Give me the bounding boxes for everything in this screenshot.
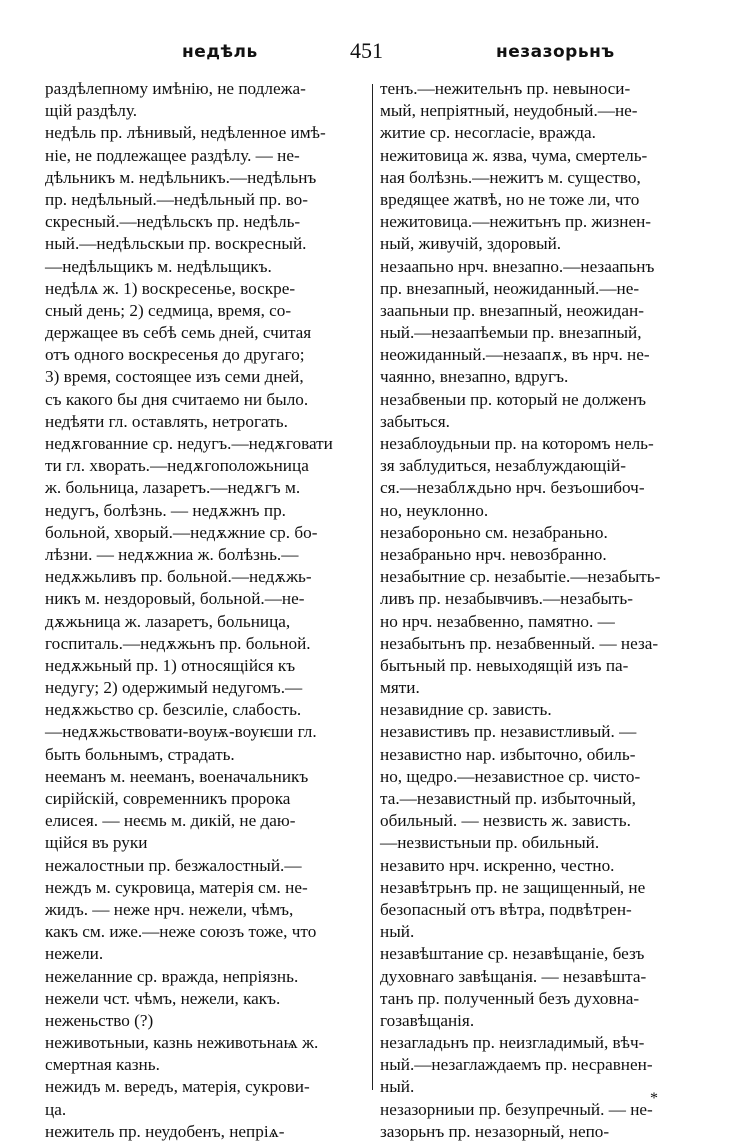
text-line: нежели.	[45, 944, 104, 964]
text-line: ца.	[45, 1099, 67, 1119]
text-line: недѫгованние ср. недугъ.—недѫговати	[45, 434, 333, 453]
text-line: дѣльникъ м. недѣльникъ.—недѣльнъ	[45, 167, 317, 187]
text-line: больной, хворый.—недѫжние ср. бо-	[45, 522, 318, 542]
text-line: недѫжьство ср. безсиліе, слабость.	[45, 700, 302, 720]
text-line: ж. больница, лазаретъ.—недѫгъ м.	[45, 478, 301, 498]
text-line: госпиталь.—недѫжьнъ пр. больной.	[45, 633, 311, 653]
text-line: 3) время, состоящее изъ семи дней,	[45, 367, 304, 387]
footer-mark: *	[650, 1090, 658, 1107]
text-line: дѫжьница ж. лазаретъ, больница,	[45, 611, 291, 631]
text-line: та.—независтный пр. избыточный,	[380, 789, 636, 808]
text-line: незаапьно нрч. внезапно.—незаапьнъ	[380, 256, 655, 276]
text-line: пр. внезапный, неожиданный.—не-	[380, 278, 640, 298]
right-column	[380, 78, 710, 1143]
text-line: ливъ пр. незабывчивъ.—незабыть-	[380, 589, 633, 609]
text-line: нежели чст. чѣмъ, нежели, какъ.	[45, 988, 281, 1008]
text-line: смертная казнь.	[45, 1055, 160, 1075]
text-line: —недѣльщикъ м. недѣльщикъ.	[45, 256, 272, 276]
text-line: заапьныи пр. внезапный, неожидан-	[380, 300, 644, 320]
text-line: ный.	[380, 1077, 415, 1097]
text-line: незазорниыи пр. безупречный. — не-	[380, 1099, 653, 1119]
text-line: нежитель пр. неудобенъ, непріѧ-	[45, 1121, 285, 1141]
page-number: 451	[350, 38, 383, 63]
text-line: недѫжьный пр. 1) относящійся къ	[45, 655, 296, 675]
text-line: какъ см. иже.—неже союзъ тоже, что	[45, 922, 317, 942]
text-line: сирійскій, современникъ пророка	[45, 789, 291, 808]
text-line: независтивъ пр. независтливый. —	[380, 722, 637, 742]
text-line: неждъ м. сукровица, матерія см. не-	[45, 877, 308, 897]
text-line: неживотьныи, казнь неживотьнаѩ ж.	[45, 1033, 319, 1053]
text-line: духовнаго завѣщанія. — незавѣшта-	[380, 966, 647, 986]
text-line: неожиданный.—незаапѫ, въ нрч. не-	[380, 345, 650, 365]
left-column	[45, 78, 367, 1143]
text-line: никъ м. нездоровый, больной.—не-	[45, 589, 305, 609]
text-line: безопасный отъ вѣтра, подвѣтрен-	[380, 899, 632, 919]
text-line: ный, живучій, здоровый.	[380, 234, 562, 254]
text-line: зя заблудиться, незаблуждающій-	[380, 456, 626, 476]
text-line: забыться.	[380, 411, 450, 431]
text-line: но, щедро.—независтное ср. чисто-	[380, 766, 641, 786]
text-line: елисея. — неємь м. дикій, не даю-	[45, 811, 296, 831]
text-line: нежитовица ж. язва, чума, смертель-	[380, 145, 648, 165]
text-line: незавѣштание ср. незавѣщаніе, безъ	[380, 944, 645, 964]
text-line: незабраньно нрч. невозбранно.	[380, 544, 607, 564]
text-line: ти гл. хворать.—недѫгоположьница	[45, 456, 309, 476]
text-line: незабытние ср. незабытіе.—незабыть-	[380, 567, 661, 587]
text-line: нежитовица.—нежитьнъ пр. жизнен-	[380, 212, 652, 232]
text-line: житие ср. несогласіе, вражда.	[380, 123, 596, 143]
text-line: ный.—незаапѣемыи пр. внезапный,	[380, 323, 642, 343]
text-line: нееманъ м. нееманъ, военачальникъ	[45, 766, 309, 786]
text-line: скресный.—недѣльскъ пр. недѣль-	[45, 212, 301, 232]
text-line: независтно нар. избыточно, обиль-	[380, 744, 636, 764]
text-line: сный день; 2) седмица, время, со-	[45, 300, 292, 320]
text-line: тенъ.—нежительнъ пр. невыноси-	[380, 79, 631, 98]
text-line: раздѣлепному имѣнію, не подлежа-	[45, 79, 306, 98]
text-line: жидъ. — неже нрч. нежели, чѣмъ,	[45, 899, 294, 919]
text-line: нежеланние ср. вражда, непріязнь.	[45, 966, 299, 986]
page-header	[0, 38, 735, 68]
text-line: лѣзни. — недѫжниа ж. болѣзнь.—	[45, 544, 299, 564]
text-line: недѣяти гл. оставлять, нетрогать.	[45, 411, 288, 431]
text-line: незабытьнъ пр. незабвенный. — неза-	[380, 633, 659, 653]
text-line: мяти.	[380, 678, 420, 698]
text-line: незавидние ср. зависть.	[380, 700, 552, 720]
text-line: вредящее жатвѣ, но не тоже ли, что	[380, 189, 640, 209]
text-line: ный.—незаглаждаемъ пр. несравнен-	[380, 1055, 653, 1075]
text-line: ный.—недѣльскыи пр. воскресный.	[45, 234, 307, 254]
text-line: незавѣтрьнъ пр. не защищенный, не	[380, 877, 646, 897]
running-head-right: незазорьнъ	[496, 42, 615, 62]
text-line: незагладьнъ пр. неизгладимый, вѣч-	[380, 1033, 645, 1053]
text-line: нежидъ м. вередъ, матерія, сукрови-	[45, 1077, 310, 1097]
text-line: гозавѣщанія.	[380, 1010, 475, 1030]
text-line: пр. недѣльный.—недѣльный пр. во-	[45, 189, 308, 209]
text-line: незабороньно см. незабраньно.	[380, 522, 608, 542]
text-line: недугу; 2) одержимый недугомъ.—	[45, 678, 303, 698]
column-divider	[372, 84, 373, 1090]
text-line: недѣлѧ ж. 1) воскресенье, воскре-	[45, 278, 296, 298]
text-line: ный.	[380, 922, 415, 942]
text-line: недѫжьливъ пр. больной.—недѫжь-	[45, 567, 312, 587]
text-line: недугъ, болѣзнь. — недѫжнъ пр.	[45, 500, 286, 520]
text-line: —незвистьныи пр. обильный.	[380, 833, 600, 853]
text-line: незавито нрч. искренно, честно.	[380, 855, 615, 875]
text-line: мый, непріятный, неудобный.—не-	[380, 101, 638, 121]
text-line: танъ пр. полученный безъ духовна-	[380, 988, 640, 1008]
text-line: съ какого бы дня считаемо ни было.	[45, 389, 309, 409]
text-line: быть больнымъ, страдать.	[45, 744, 235, 764]
text-line: —недѫжьствовати-воуѭ-воуѥши гл.	[45, 722, 317, 742]
text-line: зазорьнъ пр. незазорный, непо-	[380, 1121, 610, 1141]
text-line: незаблоудьныи пр. на которомъ нель-	[380, 434, 654, 453]
text-line: обильный. — незвисть ж. зависть.	[380, 811, 631, 831]
text-line: недѣль пр. лѣнивый, недѣленное имѣ-	[45, 123, 326, 143]
text-line: щій раздѣлу.	[45, 101, 138, 121]
text-line: бытьный пр. невыходящій изъ па-	[380, 655, 629, 675]
text-line: неженьство (?)	[45, 1010, 154, 1030]
text-line: ная болѣзнь.—нежитъ м. существо,	[380, 167, 641, 187]
text-line: ніе, не подлежащее раздѣлу. — не-	[45, 145, 300, 165]
text-line: нежалостныи пр. безжалостный.—	[45, 855, 302, 875]
text-line: отъ одного воскресенья до другаго;	[45, 345, 305, 365]
text-line: но, неуклонно.	[380, 500, 489, 520]
text-line: держащее въ себѣ семь дней, считая	[45, 323, 312, 343]
text-line: ся.—незаблѫдьно нрч. безъошибоч-	[380, 478, 645, 498]
text-line: незабвеныи пр. который не долженъ	[380, 389, 647, 409]
running-head-left: недѣль	[182, 42, 258, 62]
text-line: чаянно, внезапно, вдругъ.	[380, 367, 569, 387]
text-line: но нрч. незабвенно, памятно. —	[380, 611, 615, 631]
text-line: щійся въ руки	[45, 833, 148, 853]
